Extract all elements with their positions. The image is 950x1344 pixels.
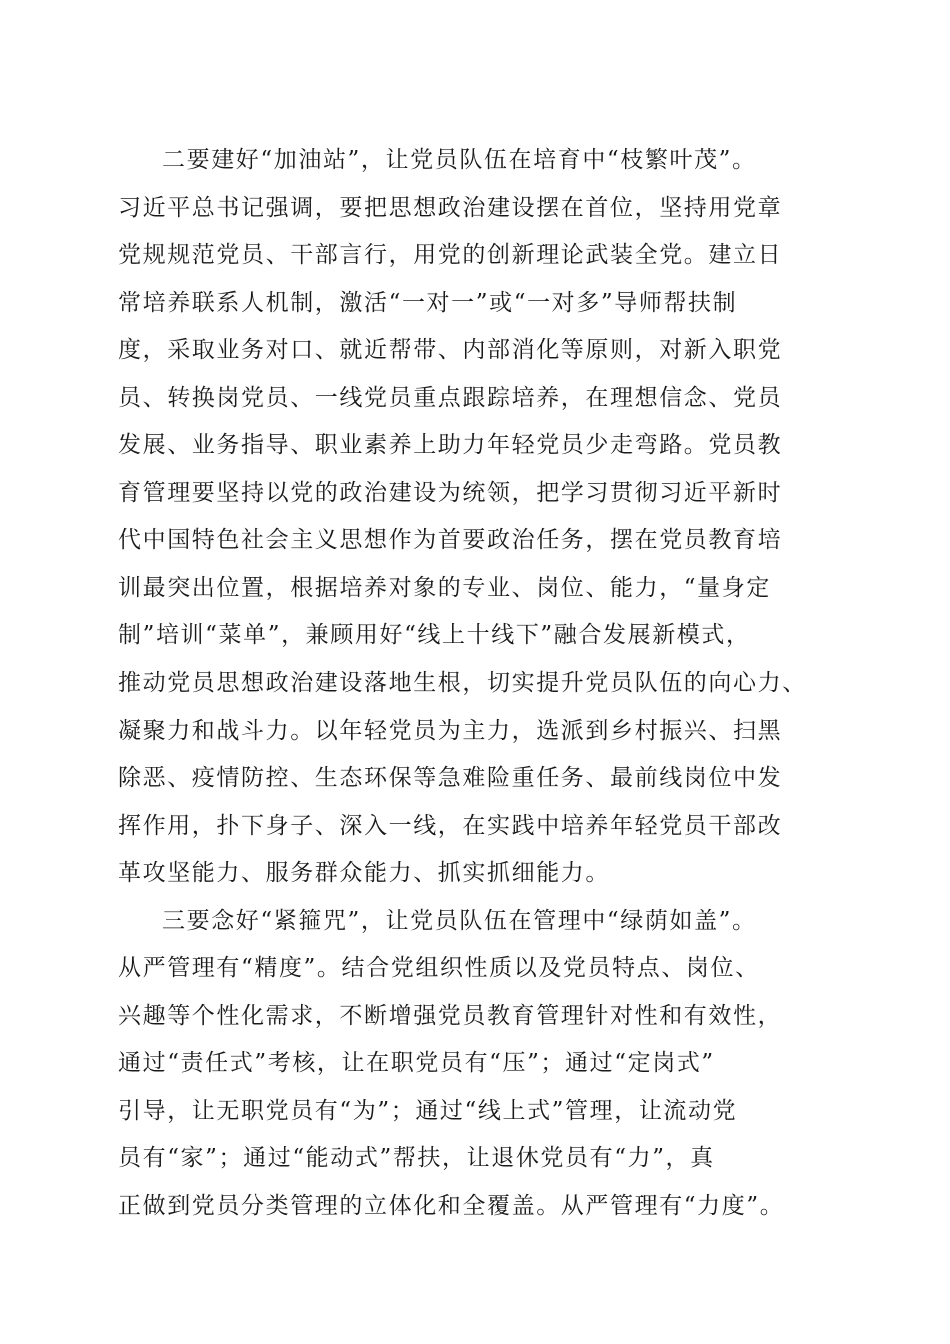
paragraph-line: 正做到党员分类管理的立体化和全覆盖。从严管理有“力度”。 <box>118 1193 785 1220</box>
body-text <box>118 137 858 1231</box>
paragraph-line: 代中国特色社会主义思想作为首要政治任务，摆在党员教育培 <box>118 527 783 554</box>
paragraph-line: 推动党员思想政治建设落地生根，切实提升党员队伍的向心力、 <box>118 670 807 697</box>
paragraph-line: 常培养联系人机制，激活“一对一”或“一对多”导师帮扶制 <box>118 289 738 316</box>
paragraph-line: 制”培训“菜单”，兼顾用好“线上十线下”融合发展新模式， <box>118 622 751 649</box>
paragraph-line: 训最突出位置，根据培养对象的专业、岗位、能力，“量身定 <box>118 574 771 601</box>
paragraph-line: 兴趣等个性化需求，不断增强党员教育管理针对性和有效性， <box>118 1002 783 1029</box>
paragraph-line: 通过“责任式”考核，让在职党员有“压”；通过“定岗式” <box>118 1050 715 1077</box>
paragraph-line: 度，采取业务对口、就近帮带、内部消化等原则，对新入职党 <box>118 337 783 364</box>
paragraph-line: 二要建好“加油站”，让党员队伍在培育中“枝繁叶茂”。 <box>162 147 757 173</box>
paragraph-line: 革攻坚能力、服务群众能力、抓实抓细能力。 <box>118 860 610 887</box>
paragraph-line: 三要念好“紧箍咒”，让党员队伍在管理中“绿荫如盖”。 <box>162 907 757 934</box>
paragraph-line: 发展、业务指导、职业素养上助力年轻党员少走弯路。党员教 <box>118 432 783 459</box>
paragraph-line: 员、转换岗党员、一线党员重点跟踪培养，在理想信念、党员 <box>118 384 783 411</box>
paragraph-line: 挥作用，扑下身子、深入一线，在实践中培养年轻党员干部改 <box>118 812 783 839</box>
paragraph-line: 育管理要坚持以党的政治建设为统领，把学习贯彻习近平新时 <box>118 479 783 506</box>
paragraph-3-tight-hoop-spell <box>118 898 858 1231</box>
paragraph-line: 习近平总书记强调，要把思想政治建设摆在首位，坚持用党章 <box>118 194 783 221</box>
paragraph-line: 员有“家”；通过“能动式”帮扶，让退休党员有“力”，真 <box>118 1145 715 1172</box>
paragraph-line: 引导，让无职党员有“为”；通过“线上式”管理，让流动党 <box>118 1097 738 1124</box>
paragraph-line: 除恶、疫情防控、生态环保等急难险重任务、最前线岗位中发 <box>118 765 783 792</box>
paragraph-line: 从严管理有“精度”。结合党组织性质以及党员特点、岗位、 <box>118 955 760 982</box>
paragraph-line: 党规规范党员、干部言行，用党的创新理论武装全党。建立日 <box>118 242 783 269</box>
paragraph-line: 凝聚力和战斗力。以年轻党员为主力，选派到乡村振兴、扫黑 <box>118 717 783 744</box>
paragraph-2-build-gas-station <box>118 137 858 898</box>
